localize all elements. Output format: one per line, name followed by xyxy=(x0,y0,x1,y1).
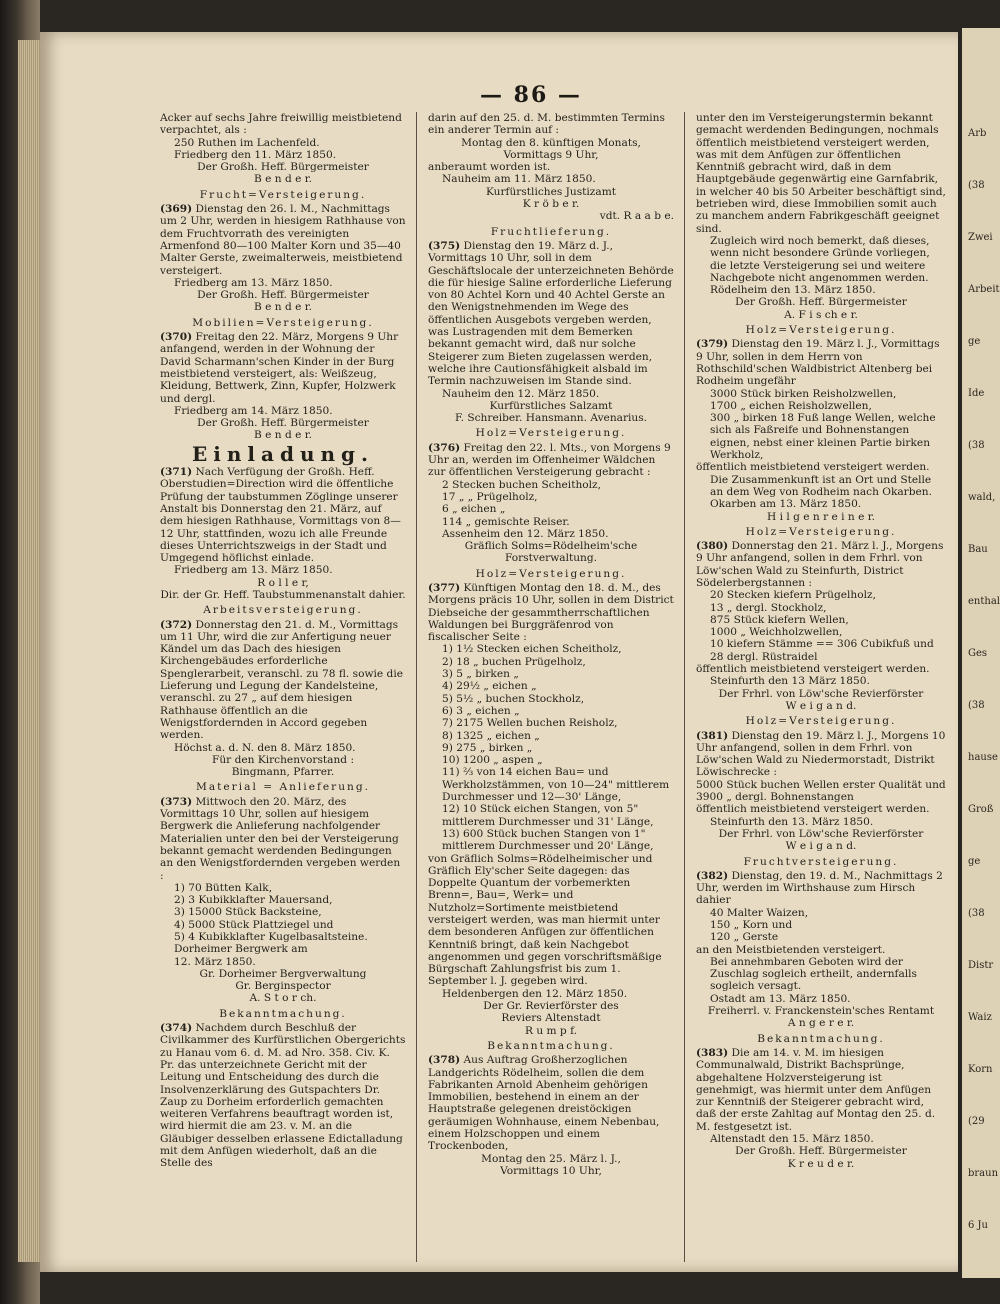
text-line: 2 Stecken buchen Scheitholz, xyxy=(442,478,601,491)
text-line: Okarben am 13. März 1850. xyxy=(710,498,862,511)
text-line: 40 Malter Waizen, xyxy=(710,906,809,919)
section-heading: Einladung. xyxy=(192,441,374,466)
notice-number: (379) xyxy=(696,338,729,351)
text-line: 5) 4 Kubikklafter Kugelbasaltsteine. xyxy=(174,931,368,943)
next-page-fragment: (38 xyxy=(968,908,985,919)
next-page-fragment: (38 xyxy=(968,440,985,451)
text-line: öffentlich meistbietend versteigert werden. xyxy=(696,803,930,816)
text-line: 3900 „ dergl. Bohnenstangen xyxy=(696,791,854,804)
text-line: Friedberg den 11. März 1850. xyxy=(174,148,337,161)
text-line: 28 dergl. Rüstraidel xyxy=(710,650,818,663)
text-line: Gr. Dorheimer Bergverwaltung xyxy=(199,967,367,980)
next-page-fragment: 6 Ju xyxy=(968,1220,988,1231)
text-line: F. Schreiber. Hansmann. Avenarius. xyxy=(454,412,648,425)
text-line: 1) 1½ Stecken eichen Scheitholz, xyxy=(442,643,622,656)
text-line: 13) 600 Stück buchen Stangen von 1" mittlerem Durchmesser und 20' Länge, xyxy=(442,827,654,853)
text-line: Der Frhrl. von Löw'sche Revierförster xyxy=(718,687,924,700)
text-line: 7) 2175 Wellen buchen Reisholz, xyxy=(442,717,618,730)
next-page-fragment: Bau xyxy=(968,544,988,555)
text-line: 17 „ „ Prügelholz, xyxy=(442,490,538,503)
text-line: Gräflich Solms=Rödelheim'sche Forstverwaltung. xyxy=(464,540,638,565)
next-page-fragment: Distr xyxy=(968,960,994,971)
text-line: 10) 1200 „ aspen „ xyxy=(442,754,543,767)
text-line: Für den Kirchenvorstand : xyxy=(211,753,355,766)
text-line: 4) 5000 Stück Plattziegel und xyxy=(174,918,334,931)
text-line: R u m p f. xyxy=(524,1024,577,1037)
text-line: 4) 29½ „ eichen „ xyxy=(442,680,537,693)
section-heading: Fruchtlieferung. xyxy=(490,225,612,238)
text-line: Vormittags 9 Uhr, xyxy=(503,148,599,161)
text-line: Altenstadt den 15. März 1850. xyxy=(710,1133,874,1146)
next-page-fragment: (38 xyxy=(968,180,985,191)
text-line: vdt. R a a b e. xyxy=(599,210,674,223)
text-line: Steinfurth den 13. März 1850. xyxy=(710,815,874,828)
text-line: Kurfürstliches Salzamt xyxy=(489,399,613,412)
text-line: Bingmann, Pfarrer. xyxy=(231,766,335,779)
next-page-fragment: wald, xyxy=(968,492,996,503)
text-line: Assenheim den 12. März 1850. xyxy=(442,527,609,540)
next-page-fragment: Arbeit xyxy=(968,284,1000,295)
text-line: A n g e r e r. xyxy=(787,1017,855,1030)
next-page-fragment: Korn xyxy=(968,1064,993,1075)
notice-paragraph: (379) Dienstag den 19. März l. J., Vormittags 9 Uhr, sollen in dem Herrn von Rothschild'schen Waldbistrict Altenberg bei Rodheim ungefähr xyxy=(696,338,940,388)
notice-paragraph: (375) Dienstag den 19. März d. J., Vormittags 10 Uhr, soll in dem Geschäftslocale der unterzeichneten Behörde die für hiesige Saline erforderliche Lieferung von 80 Achtel Korn und 40 Achtel Gerste an den Wenigstnehmenden im Wege des öffentlichen Ausgebots vergeben werden, was Lustragenden mit dem Bemerken bekannt gemacht wird, daß nur solche Steigerer zum Bieten zugelassen werden, welche ihre Cautionsfähigkeit alsbald im Termin nachzuweisen im Stande sind. xyxy=(428,239,674,388)
notice-number: (378) xyxy=(428,1054,461,1067)
text-line: 1000 „ Weichholzwellen, xyxy=(710,626,843,639)
text-line: von Gräflich Solms=Rödelheimischer und Gräflich Ely'scher Seite dagegen: das Doppelte Quantum der vorbemerkten Brenn=, Bau=, Werk= und Nutzholz=Sortimente meistbietend versteigert werden, was man hiermit unter dem besonderen Anfügen zur öffentlichen Kenntniß bringt, daß kein Nachgebot angenommen und gegen vorschriftsmäßige Bürgschaft Zahlungsfrist bis zum 1. September l. J. gegeben wird. xyxy=(428,852,662,988)
notice-paragraph: (370) Freitag den 22. März, Morgens 9 Uhr anfangend, werden in der Wohnung der David Scharmann'schen Kinder in der Burg meistbietend versteigert, als: Weißzeug, Kleidung, Bettwerk, Zinn, Kupfer, Holzwerk und dergl. xyxy=(160,331,399,405)
notice-number: (383) xyxy=(696,1046,729,1059)
next-page-edge xyxy=(962,28,1000,1278)
text-line: 13 „ dergl. Stockholz, xyxy=(710,601,827,614)
text-line: 120 „ Gerste xyxy=(710,931,779,944)
text-line: W e i g a n d. xyxy=(785,840,857,853)
text-line: 5) 5½ „ buchen Stockholz, xyxy=(442,692,585,705)
next-page-fragment: enthal xyxy=(968,596,1000,607)
text-line: H i l g e n r e i n e r. xyxy=(766,510,875,523)
notice-number: (372) xyxy=(160,618,193,631)
text-line: Kurfürstliches Justizamt xyxy=(485,185,617,198)
text-line: 3) 15000 Stück Backsteine, xyxy=(174,906,322,919)
text-line: 12) 10 Stück eichen Stangen, von 5" mittlerem Durchmesser und 31' Länge, xyxy=(442,803,654,828)
text-line: R o l l e r, xyxy=(257,576,309,589)
text-line: Zugleich wird noch bemerkt, daß dieses, wenn nicht besondere Gründe vorliegen, die letzte Versteigerung sei und weitere Nachgebote nicht angenommen werden. xyxy=(710,234,930,284)
notice-paragraph: (383) Die am 14. v. M. im hiesigen Communalwald, Distrikt Bachsprünge, abgehaltene Holzversteigerung ist genehmigt, was hiermit unter dem Anfügen zur Kenntniß der Steigerer gebracht wird, daß der erste Zahltag auf Montag den 25. d. M. festgesetzt ist. xyxy=(696,1046,936,1133)
text-line: Friedberg am 14. März 1850. xyxy=(174,404,333,417)
text-line: Reviers Altenstadt xyxy=(501,1012,601,1025)
next-page-fragment: Arb xyxy=(968,128,987,139)
next-page-fragment: Ide xyxy=(968,388,985,399)
text-line: Dir. der Gr. Heff. Taubstummenanstalt dahier. xyxy=(160,588,406,601)
text-line: 300 „ birken 18 Fuß lange Wellen, welche sich als Faßreife und Bohnenstangen eignen, nebst einer kleinen Partie birken Werkholz, xyxy=(710,412,936,462)
text-line: 1) 70 Bütten Kalk, xyxy=(174,881,273,894)
text-line: Rödelheim den 13. März 1850. xyxy=(710,284,876,297)
next-page-fragment: braun xyxy=(968,1168,999,1179)
notice-paragraph: (372) Donnerstag den 21. d. M., Vormittags um 11 Uhr, wird die zur Anfertigung neuer Kändel um das Dach des hiesigen Kirchengebäudes erforderliche Spenglerarbeit, veranschl. zu 78 fl. sowie die Lieferung und Legung der Kandelsteine, veranschl. zu 27 „ auf dem hiesigen Rathhause öffentlich an die Wenigstfordernden in Accord gegeben werden. xyxy=(160,618,403,742)
text-line: 1700 „ eichen Reisholzwellen, xyxy=(710,399,872,412)
text-line: unter den im Versteigerungstermin bekannt gemacht werdenden Bedingungen, nochmals öffentlich meistbietend versteigert werden, was mit dem Anfügen zur öffentlichen Kenntniß gebracht wird, daß in dem Hauptgebäude gegenwärtig eine Garnfabrik, in welcher 40 bis 50 Arbeiter beschäftigt sind, betrieben wird, diese Immobilien somit auch zu manchem andern Fabrikgeschäft geeignet sind. xyxy=(696,112,946,235)
notice-number: (377) xyxy=(428,581,461,594)
notice-number: (382) xyxy=(696,869,729,882)
text-line: Friedberg am 13. März 1850. xyxy=(174,276,333,289)
text-line: K r e u d e r. xyxy=(787,1157,855,1170)
section-heading: Arbeitsversteigerung. xyxy=(203,604,363,617)
text-line: 5000 Stück buchen Wellen erster Qualität und xyxy=(696,778,946,791)
text-line: Nauheim den 12. März 1850. xyxy=(442,387,600,400)
notice-paragraph: (378) Aus Auftrag Großherzoglichen Landgerichts Rödelheim, sollen die dem Fabrikanten Arnold Abenheim gehörigen Immobilien, bestehend in einem an der Hauptstraße gelegenen dreistöckigen geräumigen Wohnhause, einem Nebenbau, einem Holzschoppen und einem Trockenboden, xyxy=(428,1054,660,1153)
notice-paragraph: (373) Mittwoch den 20. März, des Vormittags 10 Uhr, sollen auf hiesigem Bergwerk die Anlieferung nachfolgender Materialien unter den bei der Versteigerung bekannt gemacht werdenden Bedingungen an den Wenigstfordernden vergeben werden : xyxy=(160,795,401,882)
next-page-fragment: hause xyxy=(968,752,998,763)
column-right xyxy=(696,112,946,1170)
text-line: öffentlich meistbietend versteigert werden. xyxy=(696,461,930,474)
section-heading: Bekanntmachung. xyxy=(219,1007,347,1020)
section-heading: Holz=Versteigerung. xyxy=(745,715,897,728)
text-line: Steinfurth den 13 März 1850. xyxy=(710,675,870,688)
text-line: Die Zusammenkunft ist an Ort und Stelle an dem Weg von Rodheim nach Okarben. xyxy=(710,473,932,498)
text-line: W e i g a n d. xyxy=(785,699,857,712)
section-heading: Mobilien=Versteigerung. xyxy=(192,316,374,329)
notice-number: (369) xyxy=(160,203,193,216)
text-line: Vormittags 10 Uhr, xyxy=(500,1164,602,1177)
next-page-fragment: Waiz xyxy=(968,1012,992,1023)
next-page-fragment: (38 xyxy=(968,700,985,711)
text-line: 20 Stecken kiefern Prügelholz, xyxy=(710,589,876,602)
notice-paragraph: (374) Nachdem durch Beschluß der Civilkammer des Kurfürstlichen Obergerichts zu Hanau vom 6. d. M. ad Nro. 358. Civ. K. Pr. das unterzeichnete Gericht mit der Leitung und Entscheidung des durch die Insolvenzerklärung des Gutspachters Dr. Zaup zu Dorheim erforderlich gemachten weiteren Verfahrens beauftragt worden ist, wird hiermit die am 23. v. M. an die Gläubiger desselben erlassene Edictalladung mit dem Anfügen wiederholt, daß an die Stelle des xyxy=(160,1022,406,1170)
notice-paragraph: (382) Dienstag, den 19. d. M., Nachmittags 2 Uhr, werden im Wirthshause zum Hirsch dahier xyxy=(696,869,943,907)
text-line: Acker auf sechs Jahre freiwillig meistbietend verpachtet, als : xyxy=(160,112,402,137)
next-page-fragment: Zwei xyxy=(968,232,993,243)
notice-paragraph: (381) Dienstag den 19. März l. J., Morgens 10 Uhr anfangend, sollen in dem Frhrl. von Löw'schen Wald zu Niedermorstadt, Distrikt Löwischrecke : xyxy=(696,729,946,779)
section-heading: Bekanntmachung. xyxy=(487,1039,615,1052)
section-heading: Holz=Versteigerung. xyxy=(745,324,897,337)
next-page-fragment: (29 xyxy=(968,1116,985,1127)
column-middle xyxy=(428,112,674,1177)
text-line: Der Gr. Revierförster des xyxy=(483,1000,619,1013)
text-line: Nauheim am 11. März 1850. xyxy=(442,173,596,186)
text-line: Der Großh. Heff. Bürgermeister xyxy=(735,296,907,309)
section-heading: Holz=Versteigerung. xyxy=(745,525,897,538)
notice-paragraph: (377) Künftigen Montag den 18. d. M., des Morgens präcis 10 Uhr, sollen in dem District Diebseiche der gesammtherrschaftlichen Waldungen bei Burggräfenrod von fiscalischer Seite : xyxy=(428,581,674,644)
text-line: Höchst a. d. N. den 8. März 1850. xyxy=(174,741,356,754)
text-line: B e n d e r. xyxy=(253,429,313,442)
notice-number: (370) xyxy=(160,331,193,344)
column-divider xyxy=(684,112,685,1262)
text-line: 3000 Stück birken Reisholzwellen, xyxy=(710,387,897,400)
notice-number: (381) xyxy=(696,729,729,742)
section-heading: Material = Anlieferung. xyxy=(195,781,371,794)
next-page-fragment: Groß xyxy=(968,804,994,815)
text-line: 11) ⅔ von 14 eichen Bau= und Werkholzstämmen, von 10—24" mittlerem Durchmesser und 12—30' Länge, xyxy=(442,766,670,804)
text-line: Heldenbergen den 12. März 1850. xyxy=(442,987,628,1000)
text-line: 10 kiefern Stämme == 306 Cubikfuß und xyxy=(710,638,934,651)
text-line: B e n d e r. xyxy=(253,301,313,314)
text-line: Der Großh. Heff. Bürgermeister xyxy=(197,417,369,430)
text-line: Friedberg am 13. März 1850. xyxy=(174,564,333,577)
text-line: Der Großh. Heff. Bürgermeister xyxy=(197,289,369,302)
notice-number: (373) xyxy=(160,795,193,808)
text-line: A. S t o r ch. xyxy=(249,992,317,1005)
text-line: darin auf den 25. d. M. bestimmten Termins ein anderer Termin auf : xyxy=(428,112,665,137)
text-line: Der Großh. Heff. Bürgermeister xyxy=(735,1145,907,1158)
notice-paragraph: (369) Dienstag den 26. l. M., Nachmittags um 2 Uhr, werden in hiesigem Rathhause von dem Fruchtvorrath des vereinigten Armenfond 80—100 Malter Korn und 35—40 Malter Gerste, zweimalterweis, meistbietend versteigert. xyxy=(160,203,406,277)
text-line: 2) 3 Kubikklafter Mauersand, xyxy=(174,894,333,907)
page-edges xyxy=(18,40,42,1262)
notice-number: (374) xyxy=(160,1022,193,1035)
text-line: Montag den 8. künftigen Monats, xyxy=(461,136,641,149)
section-heading: Holz=Versteigerung. xyxy=(475,427,627,440)
notice-number: (375) xyxy=(428,239,461,252)
text-line: öffentlich meistbietend versteigert werden. xyxy=(696,663,930,676)
section-heading: Holz=Versteigerung. xyxy=(475,567,627,580)
text-line: 12. März 1850. xyxy=(174,955,256,968)
text-line: Gr. Berginspector xyxy=(235,980,331,993)
text-line: 2) 18 „ buchen Prügelholz, xyxy=(442,655,586,668)
text-line: 9) 275 „ birken „ xyxy=(442,741,533,754)
text-line: K r ö b e r. xyxy=(522,198,580,211)
text-line: A. F i s ch e r. xyxy=(784,308,858,321)
next-page-fragment: ge xyxy=(968,856,981,867)
text-line: anberaumt worden ist. xyxy=(428,161,551,174)
text-line: 250 Ruthen im Lachenfeld. xyxy=(174,136,320,149)
text-line: 875 Stück kiefern Wellen, xyxy=(710,613,849,626)
text-line: Bei annehmbaren Geboten wird der Zuschlag sogleich ertheilt, andernfalls sogleich versagt. xyxy=(710,955,917,993)
notice-paragraph: (371) Nach Verfügung der Großh. Heff. Oberstudien=Direction wird die öffentliche Prüfung der taubstummen Zöglinge unserer Anstalt bis Donnerstag den 21. März, auf dem hiesigen Rathhause, Vormittags von 8—12 Uhr, stattfinden, wozu ich alle Freunde dieses Unterrichtszweigs in der Stadt und Umgegend höflichst einlade. xyxy=(160,466,401,565)
column-divider xyxy=(416,112,417,1262)
section-heading: Bekanntmachung. xyxy=(757,1032,885,1045)
text-line: Montag den 25. März l. J., xyxy=(481,1152,621,1165)
text-line: 6 „ eichen „ xyxy=(442,503,506,516)
text-line: 6) 3 „ eichen „ xyxy=(442,704,520,717)
notice-number: (376) xyxy=(428,441,461,454)
text-line: Ostadt am 13. März 1850. xyxy=(710,992,851,1005)
notice-paragraph: (376) Freitag den 22. l. Mts., von Morgens 9 Uhr an, werden im Offenheimer Wäldchen zur öffentlichen Versteigerung gebracht : xyxy=(428,441,671,479)
text-line: 114 „ gemischte Reiser. xyxy=(442,515,570,528)
text-line: 3) 5 „ birken „ xyxy=(442,668,519,681)
page-number: — 86 — xyxy=(480,82,582,108)
notice-paragraph: (380) Donnerstag den 21. März l. J., Morgens 9 Uhr anfangend, sollen in dem Frhrl. von Löw'schen Wald zu Steinfurth, District Södelerbergstannen : xyxy=(696,540,944,589)
section-heading: Frucht=Versteigerung. xyxy=(199,188,367,201)
next-page-fragment: Ges xyxy=(968,648,988,659)
notice-number: (380) xyxy=(696,540,729,553)
text-line: Der Frhrl. von Löw'sche Revierförster xyxy=(718,827,924,840)
next-page-fragment: ge xyxy=(968,336,981,347)
text-line: Dorheimer Bergwerk am xyxy=(174,943,308,956)
text-line: 8) 1325 „ eichen „ xyxy=(442,729,540,742)
text-line: Freiherrl. v. Franckenstein'sches Rentamt xyxy=(707,1005,935,1018)
section-heading: Fruchtversteigerung. xyxy=(743,855,899,868)
text-line: B e n d e r. xyxy=(253,173,313,186)
text-line: 150 „ Korn und xyxy=(710,919,793,931)
text-line: Der Großh. Heff. Bürgermeister xyxy=(197,161,369,174)
notice-number: (371) xyxy=(160,466,193,479)
column-left xyxy=(160,112,406,1170)
text-line: an den Meistbietenden versteigert. xyxy=(696,943,886,956)
